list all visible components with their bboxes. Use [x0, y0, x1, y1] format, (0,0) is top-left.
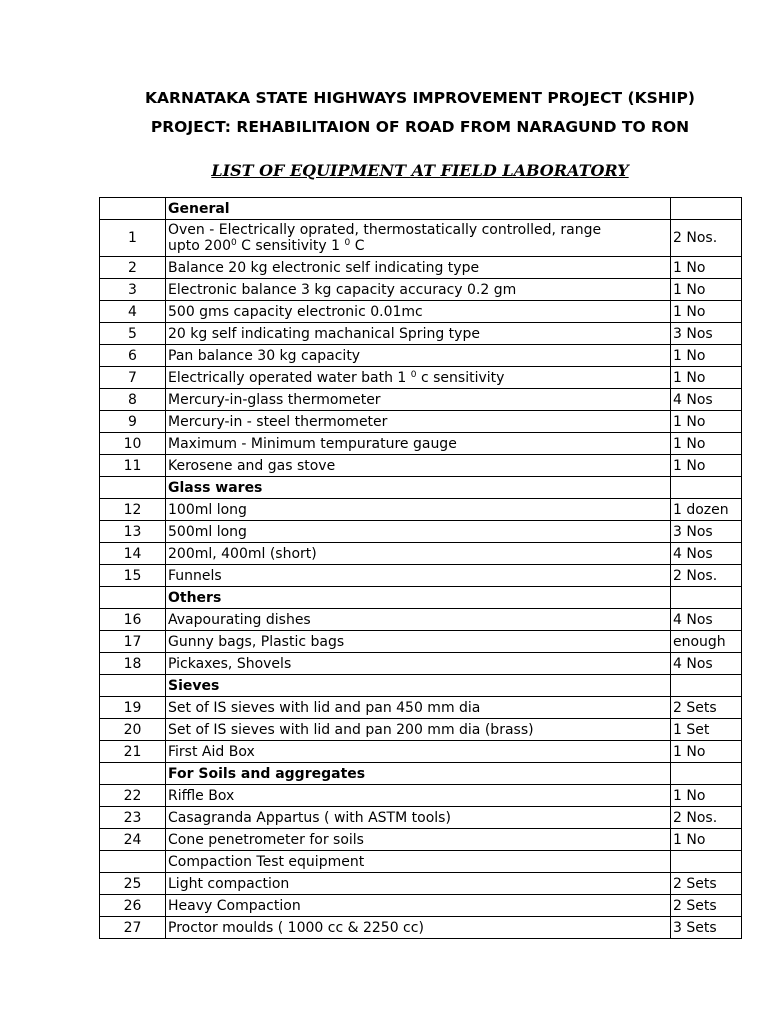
degree-superscript: 0 — [344, 238, 351, 248]
table-row — [100, 455, 742, 477]
item-description: 20 kg self indicating machanical Spring type — [166, 323, 671, 345]
document-title: KARNATAKA STATE HIGHWAYS IMPROVEMENT PROJECT (KSHIP) — [145, 89, 695, 107]
item-number: 20 — [100, 719, 166, 741]
item-description: Set of IS sieves with lid and pan 200 mm dia (brass) — [166, 719, 671, 741]
item-number: 15 — [100, 565, 166, 587]
table-row — [100, 829, 742, 851]
qty-cell — [671, 851, 742, 873]
qty-cell — [671, 477, 742, 499]
table-row — [100, 609, 742, 631]
item-number: 14 — [100, 543, 166, 565]
item-number: 5 — [100, 323, 166, 345]
item-quantity: 4 Nos — [671, 609, 742, 631]
item-description: Proctor moulds ( 1000 cc & 2250 cc) — [166, 917, 671, 939]
table-row — [100, 873, 742, 895]
item-description: Avapourating dishes — [166, 609, 671, 631]
item-number: 11 — [100, 455, 166, 477]
subsection-heading: Compaction Test equipment — [166, 851, 671, 873]
item-description: Maximum - Minimum tempurature gauge — [166, 433, 671, 455]
table-row — [100, 697, 742, 719]
item-description: Casagranda Appartus ( with ASTM tools) — [166, 807, 671, 829]
table-row — [100, 279, 742, 301]
table-row — [100, 719, 742, 741]
item-quantity: 1 Set — [671, 719, 742, 741]
item-number: 26 — [100, 895, 166, 917]
item-description: First Aid Box — [166, 741, 671, 763]
item-number: 13 — [100, 521, 166, 543]
item-quantity: enough — [671, 631, 742, 653]
item-number: 24 — [100, 829, 166, 851]
item-quantity: 1 No — [671, 433, 742, 455]
list-heading: LIST OF EQUIPMENT AT FIELD LABORATORY — [211, 161, 629, 180]
item-description: Pan balance 30 kg capacity — [166, 345, 671, 367]
equipment-table — [99, 197, 742, 939]
item-number: 1 — [100, 220, 166, 257]
section-row — [100, 763, 742, 785]
item-description: Kerosene and gas stove — [166, 455, 671, 477]
table-row — [100, 323, 742, 345]
item-description: Funnels — [166, 565, 671, 587]
table-row — [100, 785, 742, 807]
item-number: 2 — [100, 257, 166, 279]
subsection-row — [100, 851, 742, 873]
item-quantity: 1 No — [671, 411, 742, 433]
item-description — [166, 367, 671, 389]
table-row — [100, 565, 742, 587]
table-row — [100, 411, 742, 433]
item-number: 19 — [100, 697, 166, 719]
table-row — [100, 257, 742, 279]
item-quantity: 1 No — [671, 257, 742, 279]
section-heading: Glass wares — [166, 477, 671, 499]
item-quantity: 1 No — [671, 455, 742, 477]
item-quantity: 2 Sets — [671, 895, 742, 917]
item-quantity: 2 Nos. — [671, 565, 742, 587]
item-description: Balance 20 kg electronic self indicating type — [166, 257, 671, 279]
item-number: 3 — [100, 279, 166, 301]
section-row — [100, 587, 742, 609]
item-description: 200ml, 400ml (short) — [166, 543, 671, 565]
item-description: Cone penetrometer for soils — [166, 829, 671, 851]
item-description: Heavy Compaction — [166, 895, 671, 917]
table-row — [100, 367, 742, 389]
item-number: 6 — [100, 345, 166, 367]
item-quantity: 4 Nos — [671, 653, 742, 675]
table-row — [100, 389, 742, 411]
table-row — [100, 220, 742, 257]
table-row — [100, 301, 742, 323]
item-number: 7 — [100, 367, 166, 389]
section-row — [100, 198, 742, 220]
item-number: 18 — [100, 653, 166, 675]
item-number: 10 — [100, 433, 166, 455]
item-description: Light compaction — [166, 873, 671, 895]
item-description: 100ml long — [166, 499, 671, 521]
item-description: Pickaxes, Shovels — [166, 653, 671, 675]
table-row — [100, 653, 742, 675]
item-number: 8 — [100, 389, 166, 411]
no-cell — [100, 477, 166, 499]
item-quantity: 4 Nos — [671, 389, 742, 411]
qty-cell — [671, 587, 742, 609]
section-heading: For Soils and aggregates — [166, 763, 671, 785]
item-description: Mercury-in-glass thermometer — [166, 389, 671, 411]
no-cell — [100, 587, 166, 609]
no-cell — [100, 675, 166, 697]
item-number: 16 — [100, 609, 166, 631]
table-row — [100, 521, 742, 543]
qty-cell — [671, 198, 742, 220]
item-quantity: 3 Nos — [671, 521, 742, 543]
degree-superscript: 0 — [410, 369, 417, 380]
degree-superscript: 0 — [231, 238, 237, 248]
item-quantity: 4 Nos — [671, 543, 742, 565]
item-quantity: 3 Nos — [671, 323, 742, 345]
item-quantity: 1 No — [671, 829, 742, 851]
item-number: 27 — [100, 917, 166, 939]
item-description-a: Electrically operated water bath 1 — [168, 369, 411, 386]
item-description-line2a: upto 200 — [168, 238, 231, 254]
section-row — [100, 477, 742, 499]
item-quantity: 1 No — [671, 345, 742, 367]
item-number: 9 — [100, 411, 166, 433]
item-description: 500 gms capacity electronic 0.01mc — [166, 301, 671, 323]
item-description: Riffle Box — [166, 785, 671, 807]
no-cell — [100, 763, 166, 785]
table-row — [100, 433, 742, 455]
item-number: 25 — [100, 873, 166, 895]
item-quantity: 2 Nos. — [671, 807, 742, 829]
item-quantity: 1 No — [671, 301, 742, 323]
no-cell — [100, 851, 166, 873]
no-cell — [100, 198, 166, 220]
item-description: Electronic balance 3 kg capacity accuracy 0.2 gm — [166, 279, 671, 301]
item-description-line2c: C — [350, 238, 365, 254]
item-number: 17 — [100, 631, 166, 653]
item-number: 22 — [100, 785, 166, 807]
table-row — [100, 543, 742, 565]
item-quantity: 2 Nos. — [671, 220, 742, 257]
item-description: Set of IS sieves with lid and pan 450 mm dia — [166, 697, 671, 719]
item-quantity: 2 Sets — [671, 697, 742, 719]
table-row — [100, 807, 742, 829]
table-row — [100, 741, 742, 763]
item-description: 500ml long — [166, 521, 671, 543]
item-quantity: 1 No — [671, 367, 742, 389]
item-number: 4 — [100, 301, 166, 323]
section-heading: Sieves — [166, 675, 671, 697]
item-description-line2b: C sensitivity 1 — [236, 238, 345, 254]
item-number: 23 — [100, 807, 166, 829]
item-description — [166, 220, 671, 257]
item-description: Mercury-in - steel thermometer — [166, 411, 671, 433]
table-row — [100, 345, 742, 367]
item-description-b: c sensitivity — [416, 369, 505, 386]
item-quantity: 3 Sets — [671, 917, 742, 939]
section-heading: General — [166, 198, 671, 220]
item-quantity: 1 No — [671, 785, 742, 807]
item-quantity: 1 No — [671, 279, 742, 301]
table-row — [100, 631, 742, 653]
section-heading: Others — [166, 587, 671, 609]
item-number: 12 — [100, 499, 166, 521]
qty-cell — [671, 763, 742, 785]
item-quantity: 1 dozen — [671, 499, 742, 521]
table-row — [100, 499, 742, 521]
project-title: PROJECT: REHABILITAION OF ROAD FROM NARAGUND TO RON — [150, 118, 690, 136]
item-description: Gunny bags, Plastic bags — [166, 631, 671, 653]
item-description-line1: Oven - Electrically oprated, thermostatically controlled, range — [168, 222, 602, 238]
item-quantity: 1 No — [671, 741, 742, 763]
table-row — [100, 917, 742, 939]
item-number: 21 — [100, 741, 166, 763]
item-quantity: 2 Sets — [671, 873, 742, 895]
qty-cell — [671, 675, 742, 697]
section-row — [100, 675, 742, 697]
table-row — [100, 895, 742, 917]
